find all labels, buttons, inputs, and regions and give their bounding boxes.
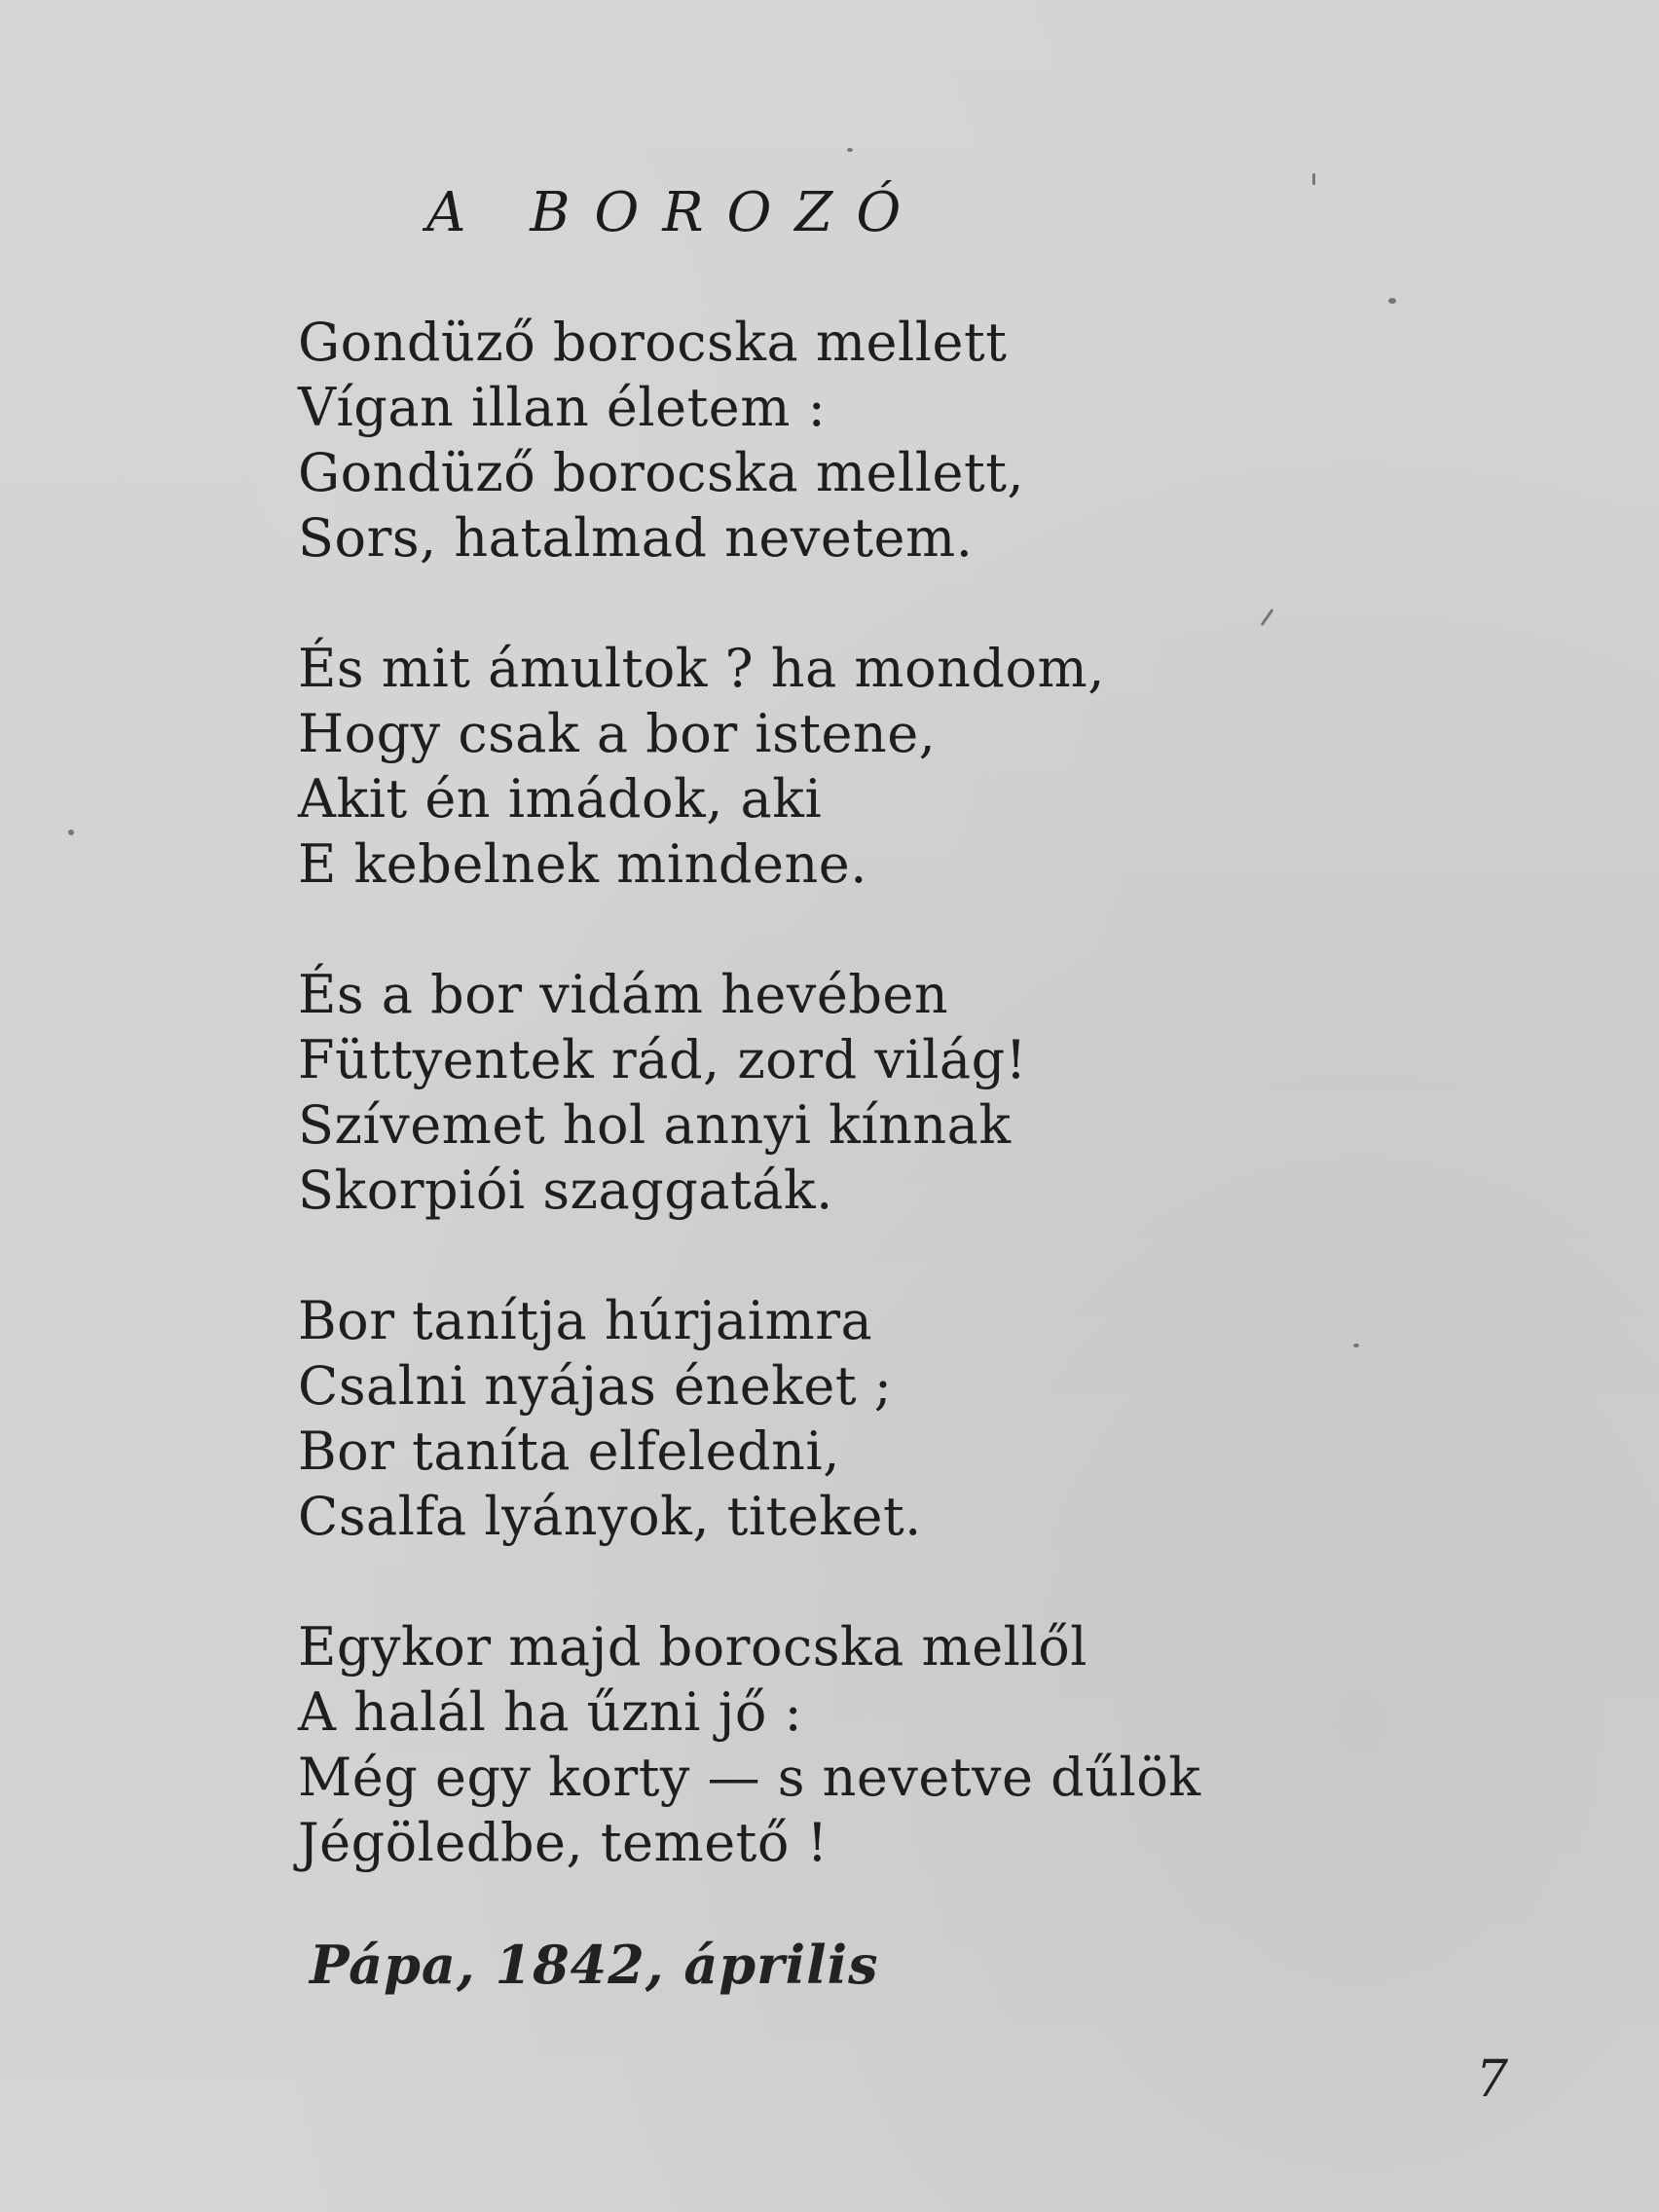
poem-line: Jégöledbe, temető ! — [298, 1812, 829, 1873]
paper-speck — [1353, 1344, 1359, 1347]
poem-line: És a bor vidám hevében — [298, 964, 949, 1025]
poem-line: Füttyentek rád, zord világ! — [298, 1029, 1027, 1090]
poem-line: Skorpiói szaggaták. — [298, 1160, 833, 1221]
poem-line: Csalni nyájas éneket ; — [298, 1355, 893, 1417]
poem-line: Akit én imádok, aki — [298, 768, 823, 830]
paper-speck — [1312, 173, 1315, 185]
poem-line: Bor tanítja húrjaimra — [298, 1290, 873, 1351]
paper-speck — [1388, 298, 1396, 304]
poem-line: Szívemet hol annyi kínnak — [298, 1094, 1012, 1156]
poem-title: A BOROZÓ — [426, 181, 925, 244]
poem-line: Gondüző borocska mellett, — [298, 442, 1025, 503]
paper-speck — [847, 148, 853, 152]
poem-line: Hogy csak a bor istene, — [298, 703, 937, 764]
stanza-1 — [298, 310, 1369, 571]
poem-line: A halál ha űzni jő : — [298, 1681, 803, 1743]
page-number: 7 — [1476, 2050, 1509, 2109]
place-date: Pápa, 1842, április — [310, 1934, 879, 1996]
poem-line: Gondüző borocska mellett — [298, 312, 1008, 373]
poem-line: Egykor majd borocska mellől — [298, 1616, 1088, 1677]
poem-line: És mit ámultok ? ha mondom, — [298, 638, 1105, 699]
poem-line: Vígan illan életem : — [298, 377, 827, 438]
stanza-4 — [298, 1288, 1369, 1549]
poem-line: Bor taníta elfeledni, — [298, 1420, 840, 1482]
paper-speck — [68, 830, 74, 835]
stanza-2 — [298, 636, 1369, 897]
poem-line: E kebelnek mindene. — [298, 833, 867, 895]
poem-body — [298, 310, 1369, 1940]
stanza-5 — [298, 1614, 1369, 1875]
poem-line: Még egy korty — s nevetve dűlök — [298, 1747, 1201, 1808]
poem-line: Csalfa lyányok, titeket. — [298, 1486, 922, 1547]
poem-line: Sors, hatalmad nevetem. — [298, 507, 974, 569]
stanza-3 — [298, 962, 1369, 1223]
